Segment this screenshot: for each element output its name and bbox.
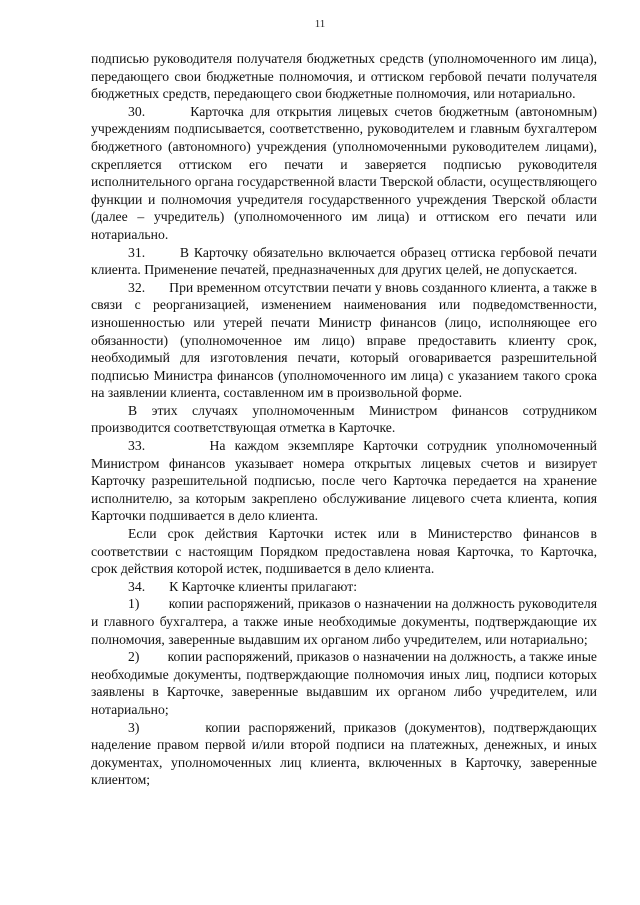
paragraph-34: 34. К Карточке клиенты прилагают: [128, 578, 358, 594]
paragraph-33-note: Если срок действия Карточки истек или в Министерство финансов в соответствии с настоящим Порядком предоставлена новая Карточка, то Карточка, срок действия которой истек, подшивается в дело клиента. [91, 526, 597, 577]
paragraph-32: 32. При временном отсутствии печати у вновь созданного клиента, а также в связи с реорганизацией, изменением наименования или подведомственности, изношенностью или утерей печати Министр финансов (лицо, исполняющее его обязанности) (уполномоченное им лицо) вправе предоставить клиенту срок, необходимый для изготовления печати, который оговаривается разрешительной подписью Министра финансов (уполномоченного им лица) с указанием такого срока на заявлении клиента, составленном им в произвольной форме. [91, 279, 597, 401]
list-item-1: 1) копии распоряжений, приказов о назначении на должность руководителя и главного бухгалтера, а также иные необходимые документы, подтверждающие их полномочия, заверенные выдавшим их органом либо учредителем, или нотариально; [91, 596, 597, 647]
paragraph-31: 31. В Карточку обязательно включается образец оттиска гербовой печати клиента. Применение печатей, предназначенных для других целей, не допускается. [91, 244, 597, 278]
paragraph-33: 33. На каждом экземпляре Карточки сотрудник уполномоченный Министром финансов указывает номера открытых лицевых счетов и визирует Карточку разрешительной подписью, после чего Карточка передается на хранение исполнителю, за которым закреплено обслуживание лицевого счета клиента, копия Карточки подшивается в дело клиента. [91, 438, 597, 524]
list-item-3: 3) копии распоряжений, приказов (документов), подтверждающих наделение правом первой и/или второй подписи на платежных, денежных, и иных документах, уполномоченных лиц клиента, включенных в Карточку, заверенные клиентом; [91, 719, 597, 788]
document-body [91, 50, 597, 789]
paragraph-30: 30. Карточка для открытия лицевых счетов бюджетным (автономным) учреждениям подписывается, соответственно, руководителем и главным бухгалтером бюджетного (автономного) учреждения (уполномоченными руководителем лицами), скрепляется оттиском его печати и заверяется подписью руководителя исполнительного органа государственной власти Тверской области, осуществляющего функции и полномочия учредителя государственного учреждения Тверской области (далее – учредитель) (уполномоченного им лица) и оттиском его печати или нотариально. [91, 103, 597, 242]
list-item-2: 2) копии распоряжений, приказов о назначении на должность, а также иные необходимые документы, подтверждающие полномочия иных лиц, подписи которых заявлены в Карточке, заверенные выдавшим их органом либо учредителем, или нотариально; [91, 649, 597, 717]
page-number: 11 [314, 18, 326, 30]
paragraph-continuation: подписью руководителя получателя бюджетных средств (уполномоченного им лица), передающего свои бюджетные полномочия, и оттиском гербовой печати получателя бюджетных средств, передающего свои бюджетные полномочия, или нотариально. [91, 51, 597, 102]
paragraph-32-note: В этих случаях уполномоченным Министром финансов сотрудником производится соответствующая отметка в Карточке. [91, 402, 597, 436]
